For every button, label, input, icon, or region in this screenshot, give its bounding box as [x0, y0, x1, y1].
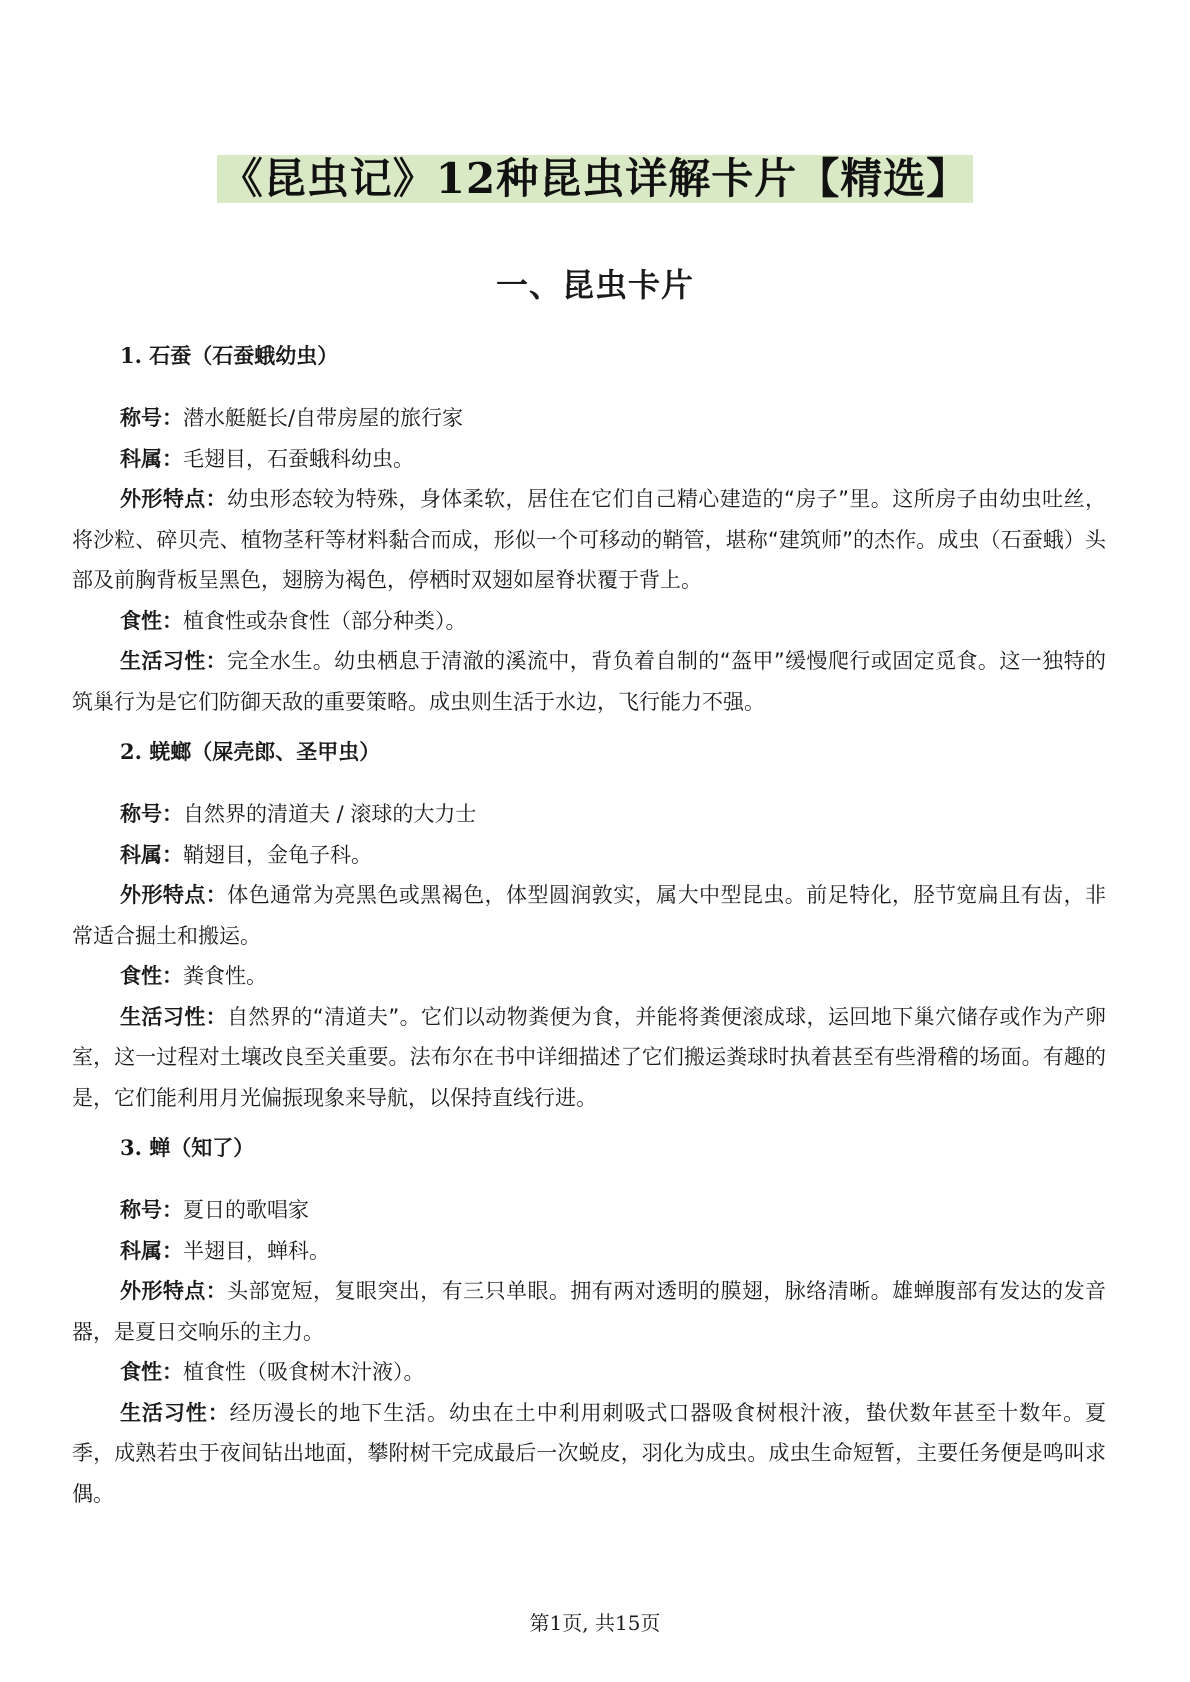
- field-text: 体色通常为亮黑色或黑褐色，体型圆润敦实，属大中型昆虫。前足特化，胫节宽扁且有齿，非常适合掘土和搬运。: [72, 883, 1107, 948]
- field-title: [72, 398, 1106, 439]
- field-label: 食性：: [120, 608, 183, 633]
- field-text: 自然界的“清道夫”。它们以动物粪便为食，并能将粪便滚成球，运回地下巢穴储存或作为产卵室，这一过程对土壤改良至关重要。法布尔在书中详细描述了它们搬运粪球时执着甚至有些滑稽的场面。有趣的是，它们能利用月光偏振现象来导航，以保持直线行进。: [72, 1004, 1106, 1110]
- field-text: 完全水生。幼虫栖息于清澈的溪流中，背负着自制的“盔甲”缓慢爬行或固定觅食。这一独特的筑巢行为是它们防御天敌的重要策略。成虫则生活于水边，飞行能力不强。: [72, 649, 1106, 714]
- field-appearance: [72, 479, 1106, 601]
- insect-heading: 2. 蜣螂（屎壳郎、圣甲虫）: [120, 739, 381, 764]
- field-text: 毛翅目，石蚕蛾科幼虫。: [183, 446, 414, 471]
- field-label: 外形特点：: [120, 883, 228, 907]
- insect-card-list: [72, 340, 1106, 1514]
- insect-card: [72, 1132, 1106, 1514]
- field-appearance: [72, 1271, 1106, 1352]
- field-taxonomy: [72, 439, 1106, 480]
- field-label: 称号：: [120, 1198, 183, 1222]
- field-text: 潜水艇艇长/自带房屋的旅行家: [183, 406, 464, 430]
- title-wrapper: [0, 155, 1190, 203]
- field-diet: [72, 956, 1106, 997]
- field-title: [72, 794, 1106, 835]
- field-diet: [72, 1352, 1106, 1393]
- field-title: [72, 1190, 1106, 1231]
- section-title: 一、昆虫卡片: [495, 266, 694, 304]
- field-text: 幼虫形态较为特殊，身体柔软，居住在它们自己精心建造的“房子”里。这所房子由幼虫吐丝，将沙粒、碎贝壳、植物茎秆等材料黏合而成，形似一个可移动的鞘管，堪称“建筑师”的杰作。成虫（石蚕蛾）头部及前胸背板呈黑色，翅膀为褐色，停栖时双翅如屋脊状覆于背上。: [72, 487, 1106, 592]
- field-taxonomy: [72, 1231, 1106, 1272]
- field-appearance: [72, 875, 1106, 956]
- field-label: 外形特点：: [120, 487, 228, 511]
- field-habits: [72, 1393, 1106, 1515]
- field-label: 称号：: [120, 802, 183, 826]
- insect-heading: 3. 蝉（知了）: [120, 1135, 255, 1160]
- field-label: 外形特点：: [120, 1279, 228, 1303]
- field-label: 生活习性：: [120, 1400, 230, 1425]
- document-title: 《昆虫记》12种昆虫详解卡片【精选】: [217, 155, 973, 203]
- field-label: 称号：: [120, 406, 183, 430]
- field-text: 鞘翅目，金龟子科。: [183, 842, 372, 867]
- field-text: 经历漫长的地下生活。幼虫在土中利用刺吸式口器吸食树根汁液，蛰伏数年甚至十数年。夏季，成熟若虫于夜间钻出地面，攀附树干完成最后一次蜕皮，羽化为成虫。成虫生命短暂，主要任务便是鸣叫求偶。: [72, 1400, 1107, 1506]
- field-label: 食性：: [120, 964, 183, 988]
- field-label: 科属：: [120, 446, 183, 471]
- field-diet: [72, 601, 1106, 642]
- field-habits: [72, 641, 1106, 722]
- insect-card: [72, 736, 1106, 1118]
- field-label: 食性：: [120, 1360, 183, 1384]
- field-text: 夏日的歌唱家: [183, 1198, 309, 1222]
- field-taxonomy: [72, 835, 1106, 876]
- field-habits: [72, 997, 1106, 1119]
- field-label: 科属：: [120, 1238, 183, 1263]
- field-text: 半翅目，蝉科。: [183, 1238, 330, 1263]
- page-number: 第1页, 共15页: [529, 1611, 661, 1635]
- field-label: 生活习性：: [120, 1004, 228, 1029]
- field-label: 生活习性：: [120, 649, 228, 673]
- insect-heading: 1. 石蚕（石蚕蛾幼虫）: [120, 343, 339, 368]
- field-text: 头部宽短，复眼突出，有三只单眼。拥有两对透明的膜翅，脉络清晰。雄蝉腹部有发达的发音器，是夏日交响乐的主力。: [72, 1279, 1107, 1344]
- field-text: 粪食性。: [183, 964, 267, 988]
- field-text: 植食性（吸食树木汁液）。: [183, 1360, 425, 1384]
- field-label: 科属：: [120, 842, 183, 867]
- field-text: 植食性或杂食性（部分种类）。: [183, 608, 467, 633]
- insect-card: [72, 340, 1106, 722]
- field-text: 自然界的清道夫 / 滚球的大力士: [183, 802, 477, 826]
